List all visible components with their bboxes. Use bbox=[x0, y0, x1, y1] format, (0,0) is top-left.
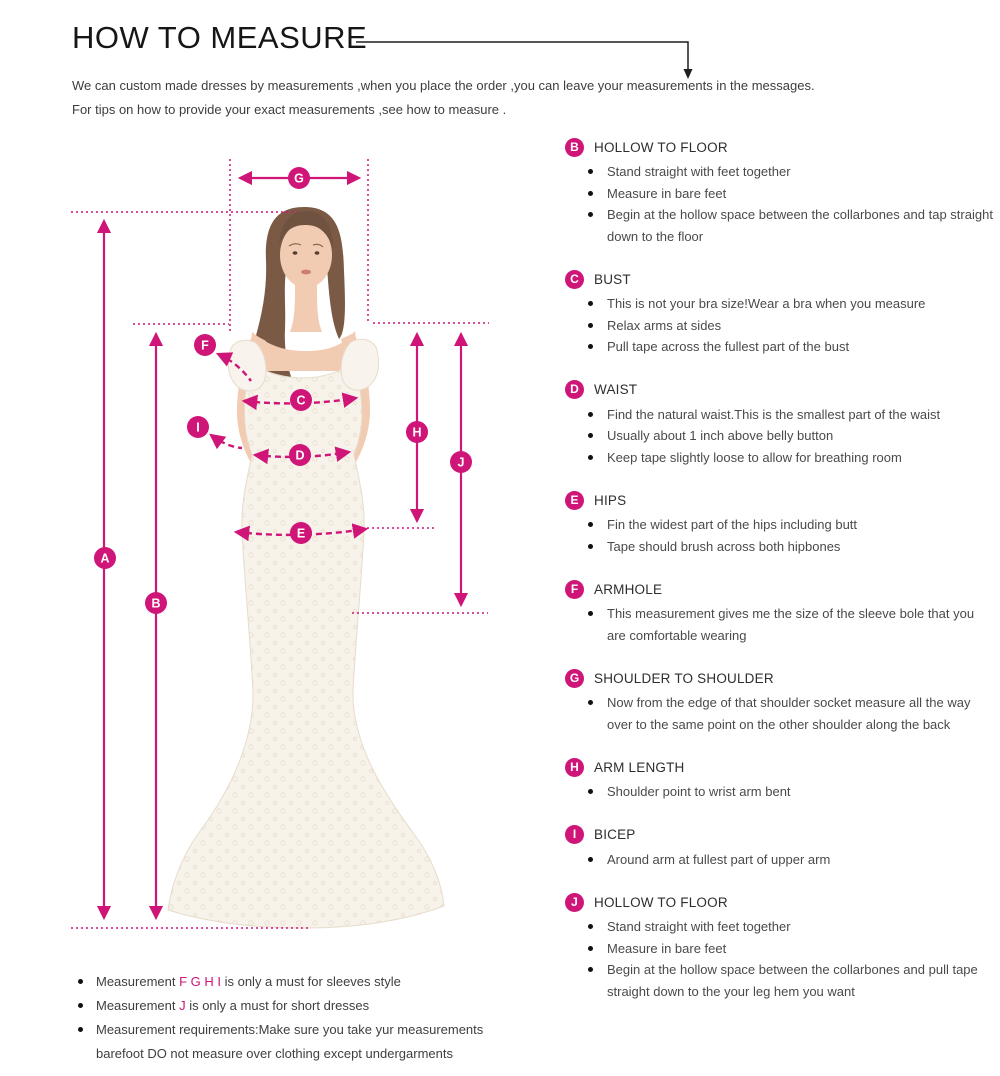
svg-text:E: E bbox=[296, 526, 306, 541]
svg-text:H: H bbox=[412, 425, 422, 440]
bullet-item: This measurement gives me the size of the sleeve bole that you are comfortable wearing bbox=[565, 603, 993, 646]
measure-badge-H bbox=[406, 421, 428, 443]
section-badge-c: C bbox=[565, 270, 584, 289]
svg-text:C: C bbox=[296, 393, 306, 408]
intro-line-2: For tips on how to provide your exact measurements ,see how to measure . bbox=[72, 102, 507, 117]
model-figure bbox=[168, 207, 444, 928]
section-title: WAIST bbox=[594, 382, 638, 397]
note-highlight-letters: J bbox=[179, 998, 186, 1013]
note-text: Measurement bbox=[96, 974, 180, 989]
bullet-item: Stand straight with feet together bbox=[565, 916, 993, 938]
section-heading bbox=[565, 756, 993, 778]
svg-text:G: G bbox=[294, 171, 304, 186]
bullet-list bbox=[565, 404, 993, 469]
section-badge-i: I bbox=[565, 825, 584, 844]
section-heading bbox=[565, 891, 993, 913]
bullet-list bbox=[565, 514, 993, 557]
measure-badge-D bbox=[289, 444, 311, 466]
bullet-item: Usually about 1 inch above belly button bbox=[565, 425, 993, 447]
bullet-item: Measure in bare feet bbox=[565, 183, 993, 205]
measurement-diagram bbox=[55, 135, 525, 950]
note-text: Measurement bbox=[96, 998, 180, 1013]
section-b-hollow-to-floor bbox=[565, 136, 993, 247]
section-title: SHOULDER TO SHOULDER bbox=[594, 670, 774, 686]
section-badge-e: E bbox=[565, 491, 584, 510]
measure-badge-E bbox=[290, 522, 312, 544]
section-title: ARM LENGTH bbox=[594, 759, 685, 775]
bullet-list bbox=[565, 692, 993, 735]
bullet-item: Stand straight with feet together bbox=[565, 161, 993, 183]
section-heading bbox=[565, 379, 993, 401]
section-heading bbox=[565, 489, 993, 511]
note-text: Measurement requirements:Make sure you take yur measurements barefoot DO not measure over clothing except undergarments bbox=[96, 1022, 484, 1061]
bullet-item: Begin at the hollow space between the collarbones and tap straight down to the floor bbox=[565, 204, 993, 247]
note-highlight-letters: F G H I bbox=[179, 974, 221, 989]
svg-text:B: B bbox=[151, 596, 161, 611]
measure-badge-J bbox=[450, 451, 472, 473]
section-g-shoulder-to-shoulder bbox=[565, 667, 993, 735]
section-badge-d: D bbox=[565, 380, 584, 399]
section-heading bbox=[565, 824, 993, 846]
bullet-item: Now from the edge of that shoulder socket measure all the way over to the same point on the other shoulder along the back bbox=[565, 692, 993, 735]
section-badge-b: B bbox=[565, 138, 584, 157]
bullet-list bbox=[565, 603, 993, 646]
measure-badge-C bbox=[290, 389, 312, 411]
model-right-sleeve bbox=[341, 339, 378, 390]
measurement-notes bbox=[78, 970, 514, 1066]
svg-text:J: J bbox=[457, 455, 465, 470]
svg-text:A: A bbox=[100, 551, 110, 566]
bullet-item: Shoulder point to wrist arm bent bbox=[565, 781, 993, 803]
section-j-hollow-to-floor bbox=[565, 891, 993, 1002]
section-heading bbox=[565, 268, 993, 290]
bullet-list bbox=[565, 161, 993, 247]
bullet-item: This is not your bra size!Wear a bra when you measure bbox=[565, 293, 993, 315]
section-badge-h: H bbox=[565, 758, 584, 777]
section-title: HOLLOW TO FLOOR bbox=[594, 894, 728, 910]
bullet-item: Tape should brush across both hipbones bbox=[565, 536, 993, 558]
section-badge-j: J bbox=[565, 893, 584, 912]
svg-text:I: I bbox=[196, 420, 200, 435]
svg-text:D: D bbox=[295, 448, 305, 463]
measure-badge-G bbox=[288, 167, 310, 189]
section-e-hips bbox=[565, 489, 993, 557]
section-heading bbox=[565, 578, 993, 600]
section-heading bbox=[565, 667, 993, 689]
measure-badge-F bbox=[194, 334, 216, 356]
bullet-item: Find the natural waist.This is the smallest part of the waist bbox=[565, 404, 993, 426]
bullet-item: Pull tape across the fullest part of the bust bbox=[565, 336, 993, 358]
section-title: HOLLOW TO FLOOR bbox=[594, 139, 728, 155]
section-title: BICEP bbox=[594, 827, 636, 842]
bullet-list bbox=[565, 916, 993, 1002]
svg-text:F: F bbox=[201, 338, 209, 353]
bullet-item: Begin at the hollow space between the collarbones and pull tape straight down to the your leg hem you want bbox=[565, 959, 993, 1002]
note-item bbox=[78, 1018, 514, 1066]
measure-badge-I bbox=[187, 416, 209, 438]
section-f-armhole bbox=[565, 578, 993, 646]
bullet-item: Fin the widest part of the hips including butt bbox=[565, 514, 993, 536]
section-heading bbox=[565, 136, 993, 158]
model-neck bbox=[290, 281, 322, 332]
measure-badge-A bbox=[94, 547, 116, 569]
note-item bbox=[78, 970, 514, 994]
measurement-instructions bbox=[565, 136, 993, 1023]
section-badge-f: F bbox=[565, 580, 584, 599]
bullet-list bbox=[565, 849, 993, 871]
note-text: is only a must for sleeves style bbox=[220, 974, 401, 989]
bullet-item: Around arm at fullest part of upper arm bbox=[565, 849, 993, 871]
bullet-item: Measure in bare feet bbox=[565, 938, 993, 960]
section-badge-g: G bbox=[565, 669, 584, 688]
measure-curve-I bbox=[211, 435, 242, 448]
intro-line-1: We can custom made dresses by measurements ,when you place the order ,you can leave your measurements in the messages. bbox=[72, 78, 815, 93]
intro-text bbox=[72, 74, 815, 122]
page-title: HOW TO MEASURE bbox=[72, 20, 368, 55]
section-c-bust bbox=[565, 268, 993, 358]
bullet-item: Relax arms at sides bbox=[565, 315, 993, 337]
section-title: BUST bbox=[594, 271, 631, 287]
note-text: is only a must for short dresses bbox=[185, 998, 370, 1013]
measure-badge-B bbox=[145, 592, 167, 614]
bullet-list bbox=[565, 293, 993, 358]
model-left-sleeve bbox=[228, 340, 265, 391]
section-i-bicep bbox=[565, 824, 993, 871]
section-title: ARMHOLE bbox=[594, 581, 663, 597]
bullet-list bbox=[565, 781, 993, 803]
section-d-waist bbox=[565, 379, 993, 469]
section-h-arm-length bbox=[565, 756, 993, 803]
bullet-item: Keep tape slightly loose to allow for breathing room bbox=[565, 447, 993, 469]
section-title: HIPS bbox=[594, 492, 627, 508]
note-item bbox=[78, 994, 514, 1018]
